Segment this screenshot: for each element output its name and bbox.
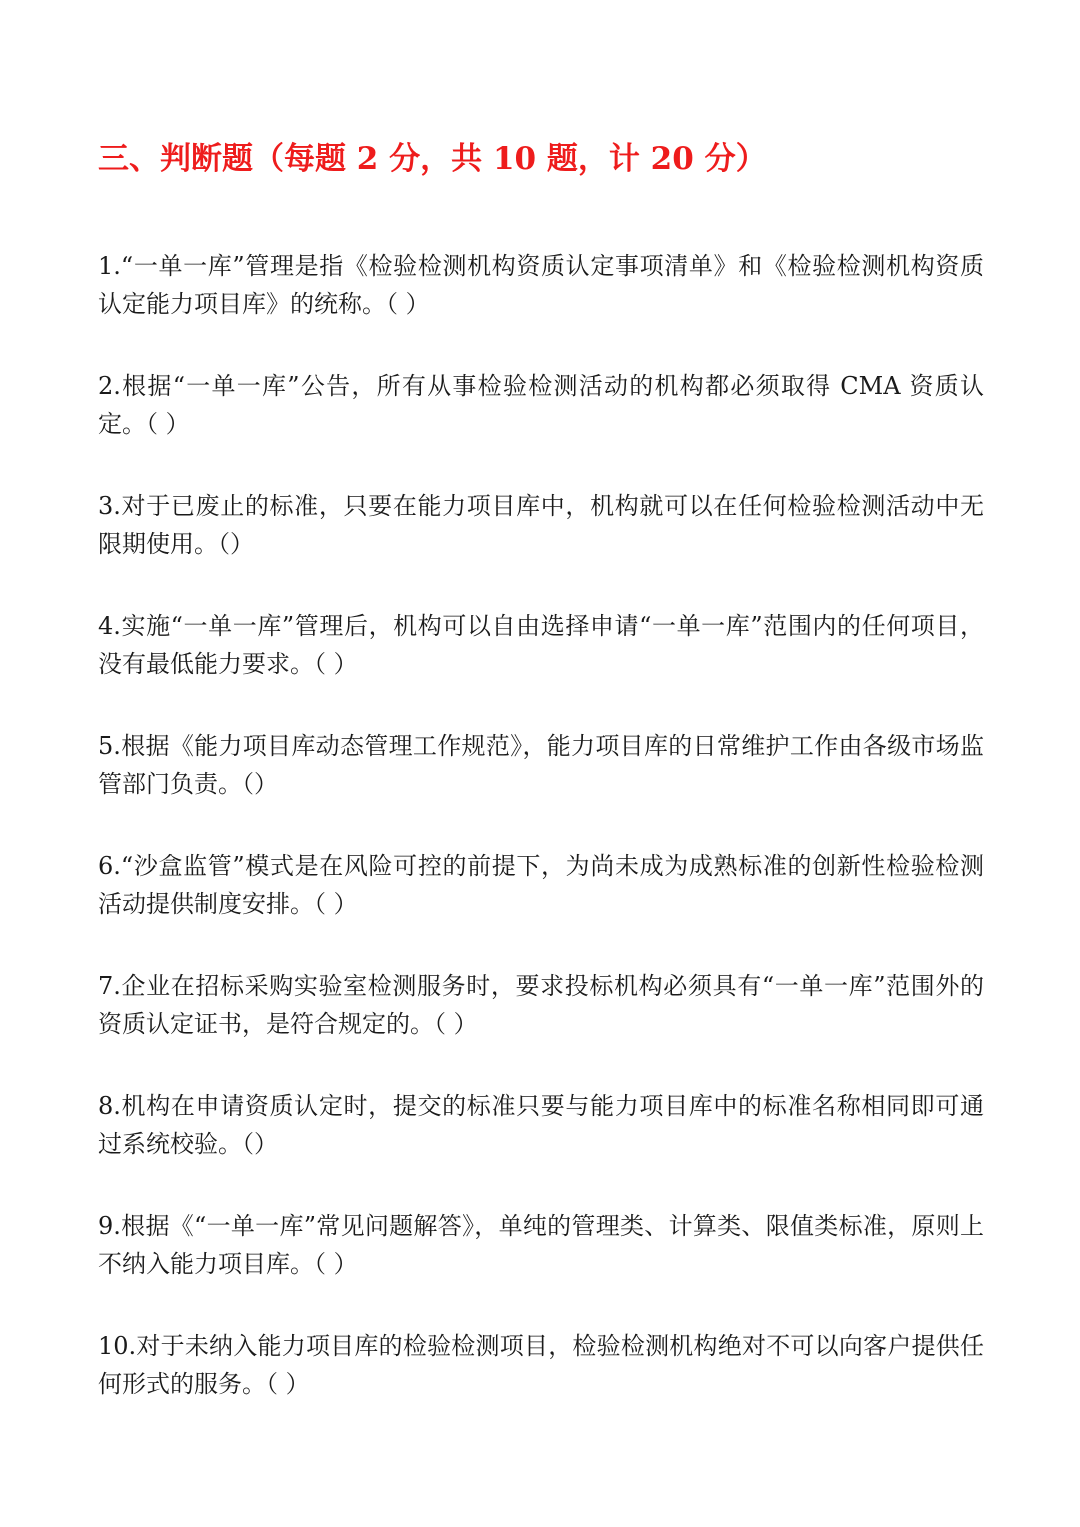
question-item: 2.根据“一单一库”公告，所有从事检验检测活动的机构都必须取得 CMA 资质认定。（ ） [98, 372, 984, 438]
question-item: 6.“沙盒监管”模式是在风险可控的前提下，为尚未成为成熟标准的创新性检验检测活动提供制度安排。（ ） [98, 852, 984, 918]
question-item: 8.机构在申请资质认定时，提交的标准只要与能力项目库中的标准名称相同即可通过系统校验。（） [98, 1092, 984, 1158]
question-item: 10.对于未纳入能力项目库的检验检测项目，检验检测机构绝对不可以向客户提供任何形式的服务。（ ） [98, 1332, 984, 1398]
question-item: 9.根据《“一单一库”常见问题解答》，单纯的管理类、计算类、限值类标准，原则上不纳入能力项目库。（ ） [98, 1212, 984, 1278]
question-item: 4.实施“一单一库”管理后，机构可以自由选择申请“一单一库”范围内的任何项目，没有最低能力要求。（ ） [98, 612, 984, 678]
question-item: 1.“一单一库”管理是指《检验检测机构资质认定事项清单》和《检验检测机构资质认定能力项目库》的统称。（ ） [98, 252, 984, 318]
section-title: 三、判断题（每题 2 分，共 10 题，计 20 分） [98, 141, 767, 177]
question-item: 5.根据《能力项目库动态管理工作规范》，能力项目库的日常维护工作由各级市场监管部门负责。（） [98, 732, 984, 798]
question-item: 3.对于已废止的标准，只要在能力项目库中，机构就可以在任何检验检测活动中无限期使用。（） [98, 492, 984, 558]
question-list [98, 247, 984, 1447]
question-item: 7.企业在招标采购实验室检测服务时，要求投标机构必须具有“一单一库”范围外的资质认定证书，是符合规定的。（ ） [98, 972, 984, 1038]
